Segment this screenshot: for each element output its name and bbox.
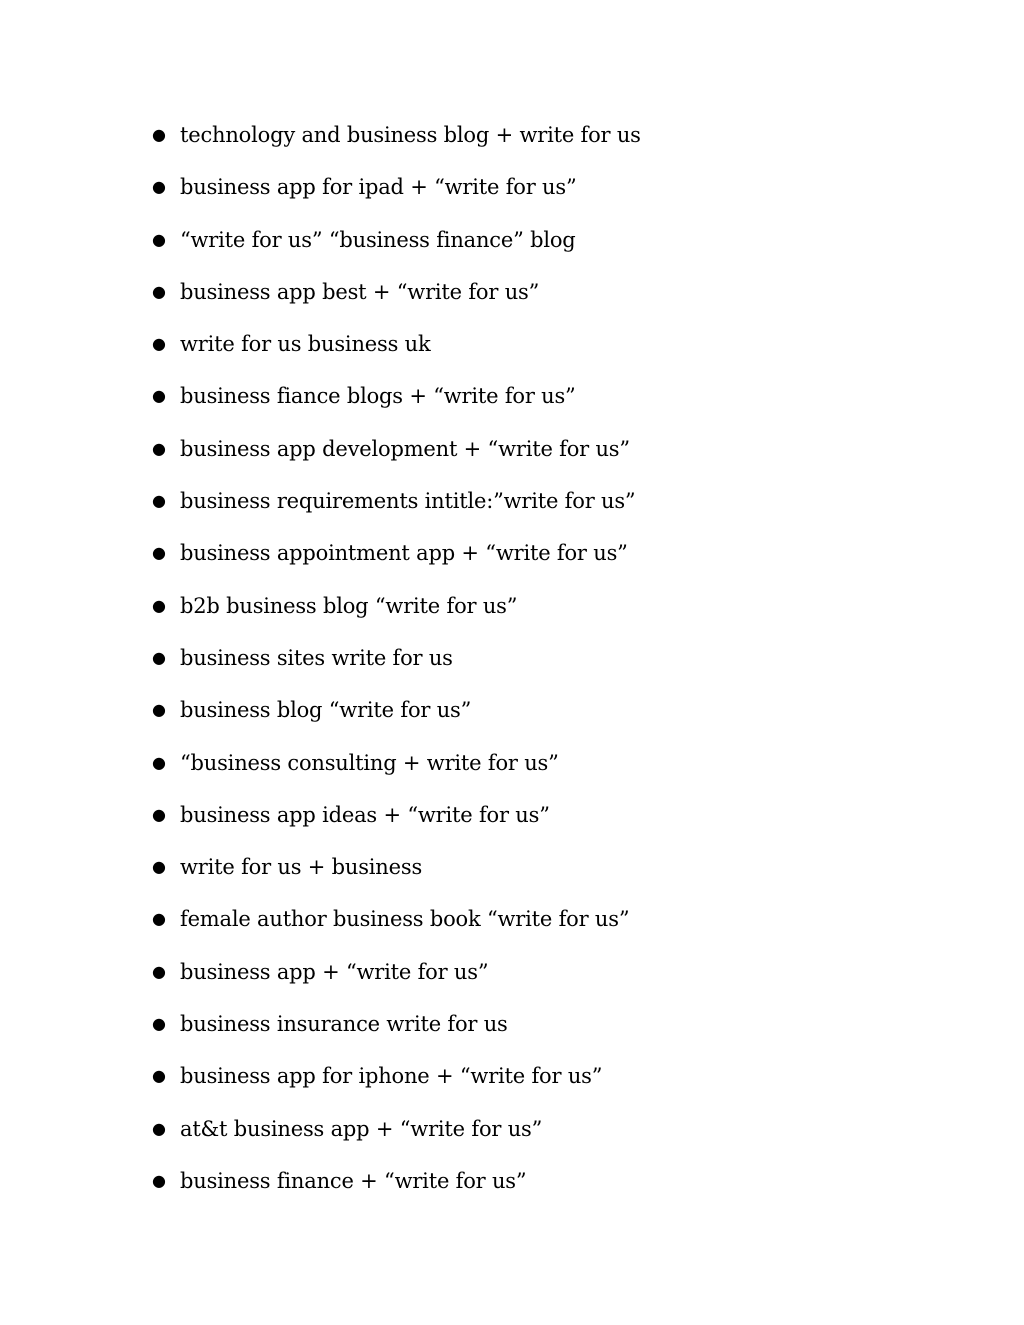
bullet-icon: ● [152, 281, 166, 301]
list-item-text: business requirements intitle:”write for us” [180, 489, 636, 514]
bullet-icon: ● [152, 804, 166, 824]
bullet-icon: ● [152, 491, 166, 511]
list-item [152, 1006, 952, 1058]
bullet-icon: ● [152, 857, 166, 877]
list-item-text: business app for ipad + “write for us” [180, 175, 577, 200]
list-item-text: b2b business blog “write for us” [180, 593, 518, 618]
bullet-icon: ● [152, 229, 166, 249]
list-item [152, 588, 952, 640]
bullet-icon: ● [152, 177, 166, 197]
bullet-icon: ● [152, 125, 166, 144]
list-item [152, 483, 952, 535]
list-item [152, 535, 952, 587]
list-item-text: business blog “write for us” [180, 698, 472, 723]
list-item [152, 326, 952, 378]
list-item-text: business finance + “write for us” [180, 1168, 527, 1193]
list-item [152, 1111, 952, 1163]
list-item-text: business fiance blogs + “write for us” [180, 384, 576, 409]
list-item [152, 692, 952, 744]
list-item [152, 901, 952, 953]
list-item-text: business appointment app + “write for us” [180, 541, 628, 566]
list-item [152, 169, 952, 221]
bullet-icon: ● [152, 334, 166, 354]
bullet-icon: ● [152, 752, 166, 772]
bullet-icon: ● [152, 1066, 166, 1086]
list-item [152, 222, 952, 274]
list-item-text: business app development + “write for us” [180, 436, 630, 461]
list-item-text: business app for iphone + “write for us” [180, 1064, 603, 1089]
list-item-text: “write for us” “business finance” blog [180, 227, 576, 252]
list-item-text: business app ideas + “write for us” [180, 802, 550, 827]
bullet-icon: ● [152, 595, 166, 615]
keyword-bullet-list [152, 117, 952, 1215]
list-item-text: female author business book “write for us” [180, 907, 630, 932]
list-item [152, 745, 952, 797]
list-item-text: business app best + “write for us” [180, 279, 540, 304]
list-item [152, 378, 952, 430]
list-item [152, 640, 952, 692]
list-item [152, 797, 952, 849]
list-item-text: business sites write for us [180, 645, 453, 670]
list-item-text: “business consulting + write for us” [180, 750, 559, 775]
bullet-icon: ● [152, 700, 166, 720]
list-item [152, 954, 952, 1006]
list-item [152, 274, 952, 326]
bullet-icon: ● [152, 909, 166, 929]
list-item-text: at&t business app + “write for us” [180, 1116, 543, 1141]
bullet-icon: ● [152, 543, 166, 563]
bullet-icon: ● [152, 961, 166, 981]
bullet-icon: ● [152, 386, 166, 406]
bullet-icon: ● [152, 1014, 166, 1034]
list-item [152, 117, 952, 169]
list-item-text: write for us business uk [180, 332, 431, 357]
list-item [152, 1058, 952, 1110]
list-item [152, 1163, 952, 1215]
list-item-text: write for us + business [180, 855, 423, 880]
list-item-text: technology and business blog + write for us [180, 123, 641, 147]
list-item [152, 849, 952, 901]
bullet-icon: ● [152, 647, 166, 667]
bullet-icon: ● [152, 438, 166, 458]
list-item [152, 431, 952, 483]
list-item-text: business app + “write for us” [180, 959, 489, 984]
bullet-icon: ● [152, 1170, 166, 1190]
list-item-text: business insurance write for us [180, 1012, 508, 1037]
bullet-icon: ● [152, 1118, 166, 1138]
